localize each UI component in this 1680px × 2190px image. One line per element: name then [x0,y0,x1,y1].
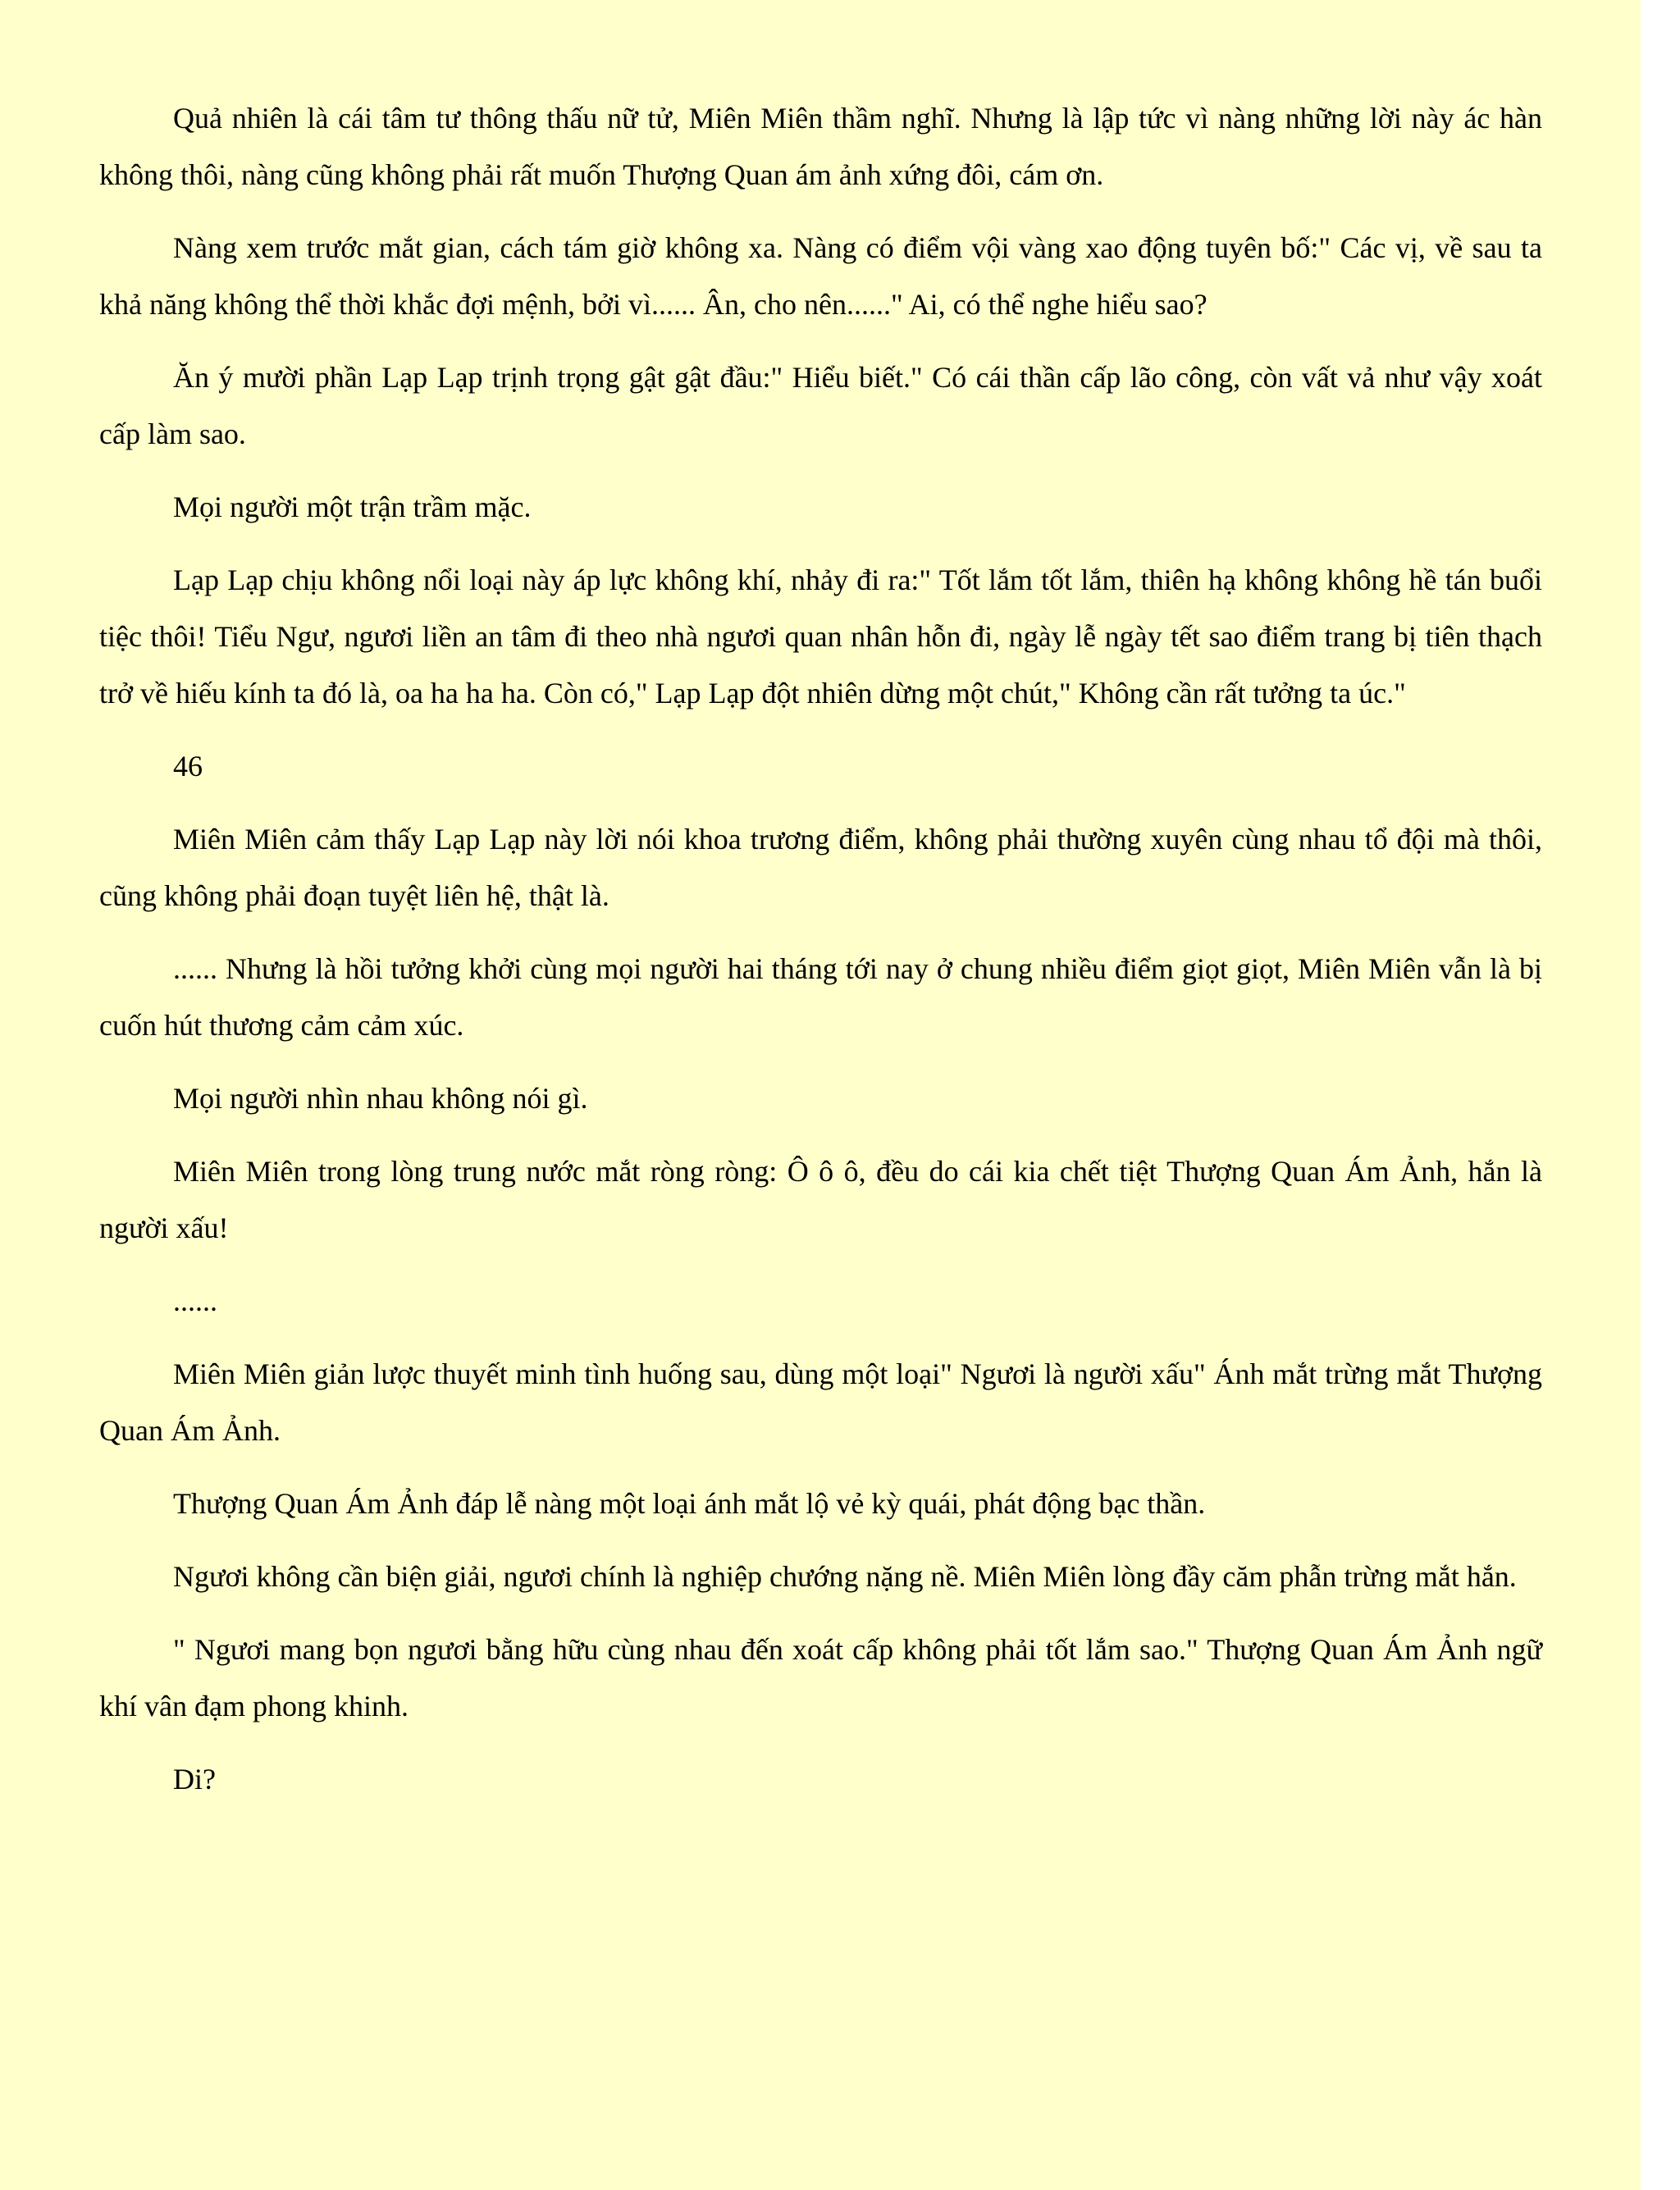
paragraph: Miên Miên trong lòng trung nước mắt ròng ròng: Ô ô ô, đều do cái kia chết tiệt Thượng Quan Ám Ảnh, hắn là người xấu! [99,1155,1542,1244]
paragraph: Ngươi không cần biện giải, ngươi chính là nghiệp chướng nặng nề. Miên Miên lòng đầy căm phẫn trừng mắt hắn. [173,1560,1517,1593]
paragraph: Lạp Lạp chịu không nổi loại này áp lực không khí, nhảy đi ra:" Tốt lắm tốt lắm, thiên hạ không không hề tán buổi tiệc thôi! Tiểu Ngư, ngươi liền an tâm đi theo nhà ngươi quan nhân hỗn đi, ngày lễ ngày tết sao điểm trang bị tiên thạch trở về hiếu kính ta đó là, oa ha ha ha. Còn có," Lạp Lạp đột nhiên dừng một chút," Không cần rất tưởng ta úc." [99,563,1542,709]
scene-break: ...... [173,1284,217,1317]
paragraph: Thượng Quan Ám Ảnh đáp lễ nàng một loại ánh mắt lộ vẻ kỳ quái, phát động bạc thần. [173,1487,1206,1520]
paragraph: Ăn ý mười phần Lạp Lạp trịnh trọng gật gật đầu:" Hiểu biết." Có cái thần cấp lão công, còn vất vả như vậy xoát cấp làm sao. [99,361,1542,450]
chapter-number: 46 [173,750,203,782]
paragraph: Mọi người một trận trầm mặc. [173,490,532,523]
paragraph: Mọi người nhìn nhau không nói gì. [173,1082,588,1115]
paragraph: Miên Miên cảm thấy Lạp Lạp này lời nói khoa trương điểm, không phải thường xuyên cùng nhau tổ đội mà thôi, cũng không phải đoạn tuyệt liên hệ, thật là. [99,823,1542,912]
paragraph: ...... Nhưng là hồi tưởng khởi cùng mọi người hai tháng tới nay ở chung nhiều điểm giọt giọt, Miên Miên vẫn là bị cuốn hút thương cảm cảm xúc. [99,952,1542,1042]
paragraph: Quả nhiên là cái tâm tư thông thấu nữ tử, Miên Miên thầm nghĩ. Nhưng là lập tức vì nàng những lời này ác hàn không thôi, nàng cũng không phải rất muốn Thượng Quan ám ảnh xứng đôi, cám ơn. [99,102,1542,191]
paragraph: Nàng xem trước mắt gian, cách tám giờ không xa. Nàng có điểm vội vàng xao động tuyên bố:" Các vị, về sau ta khả năng không thể thời khắc đợi mệnh, bởi vì...... Ân, cho nên......" Ai, có thể nghe hiểu sao? [99,231,1542,321]
paragraph: Di? [173,1763,216,1795]
paragraph: " Ngươi mang bọn ngươi bằng hữu cùng nhau đến xoát cấp không phải tốt lắm sao." Thượng Quan Ám Ảnh ngữ khí vân đạm phong khinh. [99,1633,1542,1722]
paragraph: Miên Miên giản lược thuyết minh tình huống sau, dùng một loại" Ngươi là người xấu" Ánh mắt trừng mắt Thượng Quan Ám Ảnh. [99,1357,1542,1447]
